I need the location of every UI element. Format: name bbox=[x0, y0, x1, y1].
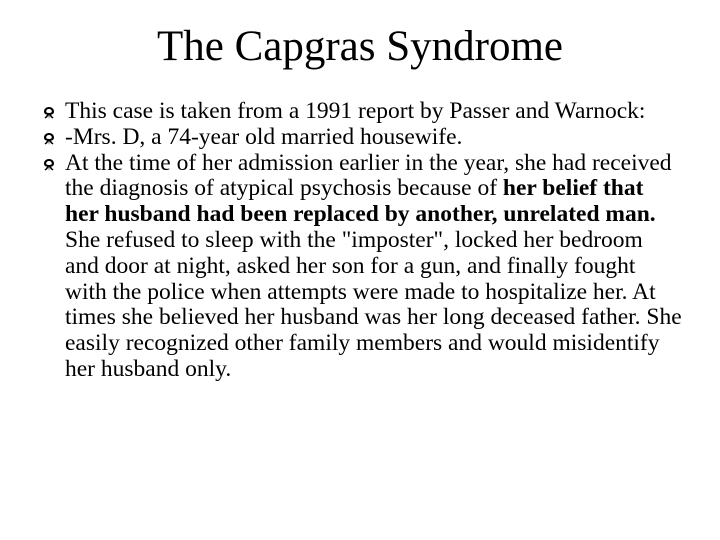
fleuron-bullet-icon bbox=[42, 132, 56, 146]
fleuron-bullet-icon bbox=[42, 106, 56, 120]
bullet-text-emphasis: her belief that her husband had been replaced by another, unrelated man. bbox=[65, 175, 656, 228]
fleuron-bullet-icon bbox=[42, 158, 56, 172]
bullet-text: This case is taken from a 1991 report by Passer and Warnock: bbox=[65, 98, 646, 124]
bullet-item-patient bbox=[42, 125, 682, 151]
bullet-text-after: She refused to sleep with the "imposter", locked her bedroom and door at night, asked her son for a gun, and finally fought with the police when attempts were made to hospitalize her. At times she believed her husband was her long deceased father. She easily recognized other family members and would misidentify her husband only. bbox=[65, 226, 682, 382]
bullet-list bbox=[42, 99, 682, 383]
bullet-item-source bbox=[42, 99, 682, 125]
bullet-item-case bbox=[42, 151, 682, 383]
slide-title: The Capgras Syndrome bbox=[156, 23, 564, 70]
bullet-text: -Mrs. D, a 74-year old married housewife. bbox=[65, 123, 463, 150]
bullet-text-before: At the time of her admission earlier in the year, she had received the diagnosis of atypical psychosis because of bbox=[65, 149, 672, 202]
